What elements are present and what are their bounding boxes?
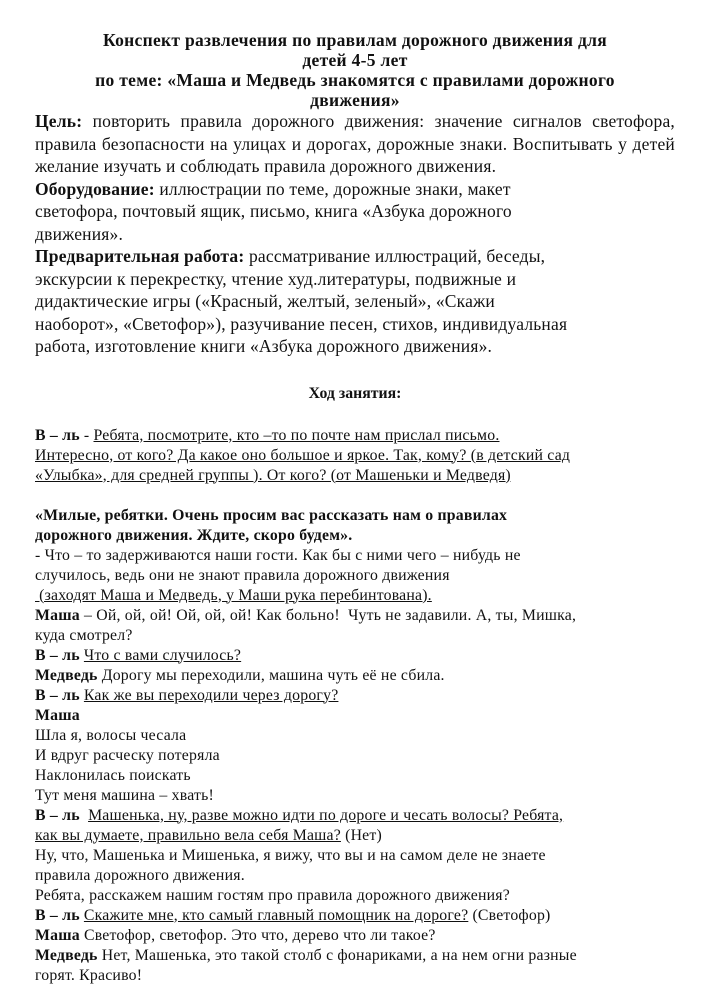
- answer-text: (Нет): [340, 826, 382, 844]
- title-line: по теме: «Маша и Медведь знакомятся с правилами дорожного: [95, 70, 615, 90]
- dialogue-text: Скажите мне, кто самый главный помощник на дороге?: [83, 906, 469, 924]
- prework-text: работа, изготовление книги «Азбука дорожного движения».: [35, 336, 493, 356]
- separator: -: [79, 426, 94, 444]
- dialogue-text: «Улыбка», для средней группы ). От кого? (от Машеньки и Медведя): [35, 466, 511, 484]
- dialogue-text: – Ой, ой, ой! Ой, ой, ой! Как больно! Чуть не задавили. А, ты, Мишка,: [79, 606, 577, 624]
- dialogue-text: Ребята, расскажем нашим гостям про правила дорожного движения?: [35, 886, 510, 904]
- dialogue-text: Интересно, от кого? Да какое оно большое и яркое. Так, кому? (в детский сад: [35, 446, 571, 464]
- dialogue-text: Светофор, светофор. Это что, дерево что ли такое?: [79, 926, 436, 944]
- dialogue-text: случилось, ведь они не знают правила дорожного движения: [35, 566, 450, 584]
- equipment-text: иллюстрации по теме, дорожные знаки, макет: [154, 178, 511, 199]
- stage-direction: (заходят Маша и Медведь, у Маши рука перебинтована).: [35, 586, 432, 604]
- dialogue-text: Дорогу мы переходили, машина чуть её не сбила.: [97, 666, 445, 684]
- title-line: Конспект развлечения по правилам дорожного движения для: [102, 30, 608, 50]
- dialogue-text: Машенька, ну, разве можно идти по дороге и чесать волосы? Ребята,: [88, 806, 564, 824]
- title-line: детей 4-5 лет: [302, 50, 408, 70]
- letter-text: «Милые, ребятки. Очень просим вас рассказать нам о правилах: [35, 506, 508, 524]
- dialogue-text: куда смотрел?: [35, 626, 133, 644]
- speaker: В – ль: [35, 426, 80, 444]
- dialogue-text: горят. Красиво!: [35, 966, 143, 984]
- document-title: [35, 30, 675, 110]
- dialogue-text: - Что – то задерживаются наши гости. Как бы с ними чего – нибудь не: [35, 546, 521, 564]
- prework-text: экскурсии к перекрестку, чтение худ.литературы, подвижные и: [35, 268, 517, 289]
- equipment-text: движения».: [35, 223, 124, 244]
- dialogue-text: Ребята, посмотрите, кто –то по почте нам прислал письмо.: [93, 426, 500, 444]
- dialogue-text: Ну, что, Машенька и Мишенька, я вижу, что вы и на самом деле не знаете: [35, 846, 546, 864]
- poem-line: И вдруг расческу потеряла: [35, 746, 220, 764]
- speaker: Маша: [35, 606, 80, 624]
- dialogue-text: правила дорожного движения.: [35, 866, 245, 884]
- equipment-label: Оборудование:: [35, 178, 155, 199]
- document-page: [35, 30, 675, 986]
- poem-line: Шла я, волосы чесала: [35, 726, 187, 744]
- prework-text: рассматривание иллюстраций, беседы,: [244, 246, 546, 266]
- lesson-heading: Ход занятия:: [308, 384, 402, 402]
- goal-text: повторить правила дорожного движения: значение сигналов светофора, правила безопасности на улицах и дорогах, дорожные знаки. Воспитывать у детей желание изучать и соблюдать правила дорожного движения.: [35, 111, 675, 176]
- goal-label: Цель:: [35, 111, 83, 131]
- prework-paragraph: [35, 245, 675, 358]
- title-line: движения»: [310, 90, 400, 110]
- equipment-paragraph: [35, 178, 675, 246]
- dialogue: [35, 426, 675, 986]
- speaker: В – ль: [35, 906, 80, 924]
- speaker: Маша: [35, 926, 80, 944]
- prework-text: дидактические игры («Красный, желтый, зеленый», «Скажи: [35, 291, 495, 311]
- poem-line: Тут меня машина – хвать!: [35, 786, 214, 804]
- speaker: В – ль: [35, 806, 80, 824]
- speaker: Медведь: [35, 946, 98, 964]
- speaker: В – ль: [35, 686, 80, 704]
- answer-text: (Светофор): [468, 906, 551, 924]
- equipment-text: светофора, почтовый ящик, письмо, книга «Азбука дорожного: [35, 201, 512, 221]
- prework-label: Предварительная работа:: [35, 246, 245, 266]
- prework-text: наоборот», «Светофор»), разучивание песен, стихов, индивидуальная: [35, 313, 568, 334]
- letter-text: дорожного движения. Ждите, скоро будем».: [35, 526, 353, 544]
- dialogue-text: как вы думаете, правильно вела себя Маша?: [35, 826, 341, 844]
- dialogue-text: Что с вами случилось?: [83, 646, 242, 664]
- speaker: Маша: [35, 706, 80, 724]
- dialogue-text: Как же вы переходили через дорогу?: [83, 686, 339, 704]
- goal-paragraph: [35, 110, 675, 178]
- dialogue-text: Нет, Машенька, это такой столб с фонариками, а на нем огни разные: [97, 946, 577, 964]
- speaker: Медведь: [35, 666, 98, 684]
- speaker: В – ль: [35, 646, 80, 664]
- poem-line: Наклонилась поискать: [35, 766, 191, 784]
